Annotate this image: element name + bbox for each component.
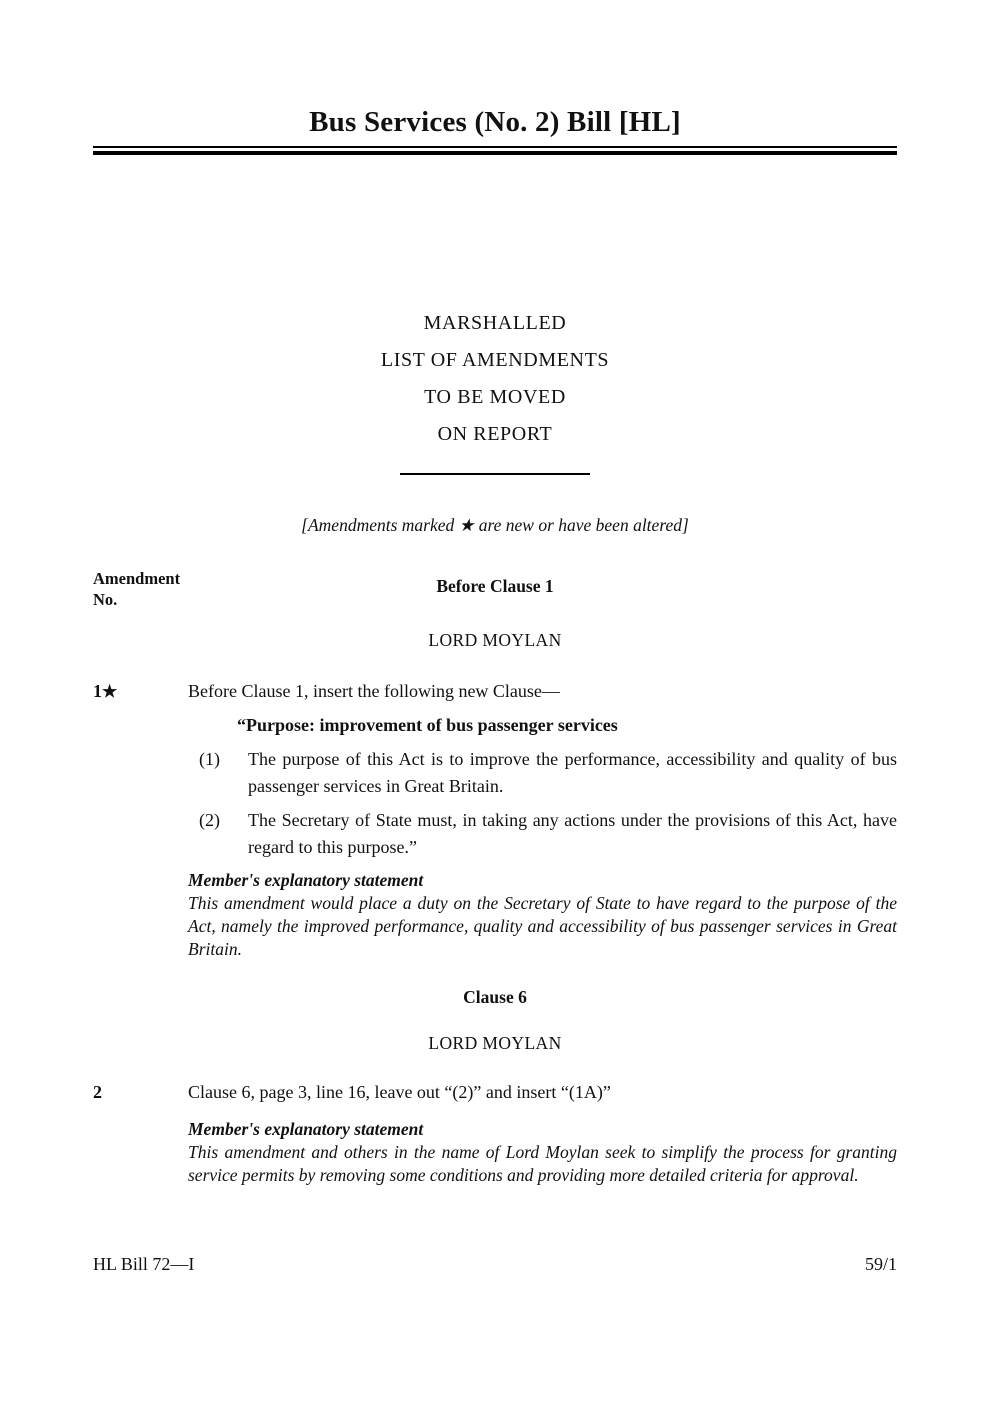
separator-rule xyxy=(400,473,590,475)
amendment-label-line2: No. xyxy=(93,590,118,609)
title-double-rule xyxy=(93,146,897,155)
heading-line-list-of-amendments: LIST OF AMENDMENTS xyxy=(380,349,610,371)
amendment-number xyxy=(93,1079,102,1106)
new-clause-title: “Purpose: improvement of bus passenger services xyxy=(237,715,618,735)
clause-subsection-2 xyxy=(188,807,897,861)
amendment-number-value: 2 xyxy=(93,1082,102,1102)
section-heading-clause-6: Clause 6 xyxy=(463,987,527,1007)
clause-subsection-1 xyxy=(188,746,897,800)
document-content xyxy=(0,103,991,1187)
amendment-number-value: 1 xyxy=(93,681,102,701)
amendment-number-column-label xyxy=(93,568,180,610)
amendment-item-1 xyxy=(93,678,897,961)
new-amendment-star-icon: ★ xyxy=(102,682,118,701)
explanatory-statement-text: This amendment and others in the name of Lord Moylan seek to simplify the process for granting service permits by removing some conditions and providing more detailed criteria for approval. xyxy=(188,1142,897,1185)
section-heading-before-clause-1: Before Clause 1 xyxy=(436,576,554,596)
amendment-instruction: Before Clause 1, insert the following new Clause— xyxy=(188,681,560,701)
heading-line-to-be-moved: TO BE MOVED xyxy=(424,386,566,408)
column-header-row xyxy=(93,568,897,612)
amendment-label-line1: Amendment xyxy=(93,569,181,588)
bill-title: Bus Services (No. 2) Bill [HL] xyxy=(309,106,681,138)
document-type-heading xyxy=(93,305,897,453)
star-notice: [Amendments marked ★ are new or have been altered] xyxy=(301,515,689,535)
subsection-marker: (1) xyxy=(199,749,220,769)
subsection-text: The Secretary of State must, in taking any actions under the provisions of this Act, have regard to this purpose.” xyxy=(248,810,897,857)
heading-line-marshalled: MARSHALLED xyxy=(423,312,567,334)
bill-reference-number: HL Bill 72—I xyxy=(93,1254,195,1274)
heading-line-on-report: ON REPORT xyxy=(437,423,553,445)
subsection-marker: (2) xyxy=(199,810,220,830)
explanatory-statement-heading: Member's explanatory statement xyxy=(188,1119,424,1139)
amendment-item-2 xyxy=(93,1079,897,1187)
amendment-instruction: Clause 6, page 3, line 16, leave out “(2)” and insert “(1A)” xyxy=(188,1082,611,1102)
sponsor-name: LORD MOYLAN xyxy=(428,1033,562,1053)
subsection-text: The purpose of this Act is to improve the performance, accessibility and quality of bus passenger services in Great Britain. xyxy=(248,749,897,796)
page-sheet-number: 59/1 xyxy=(864,1254,897,1274)
page-footer xyxy=(93,1252,897,1276)
explanatory-statement-text: This amendment would place a duty on the Secretary of State to have regard to the purpose of the Act, namely the improved performance, quality and accessibility of bus passenger services in Great Britain. xyxy=(188,893,897,959)
sponsor-name: LORD MOYLAN xyxy=(428,630,562,650)
explanatory-statement-heading: Member's explanatory statement xyxy=(188,870,424,890)
amendment-number xyxy=(93,678,117,705)
